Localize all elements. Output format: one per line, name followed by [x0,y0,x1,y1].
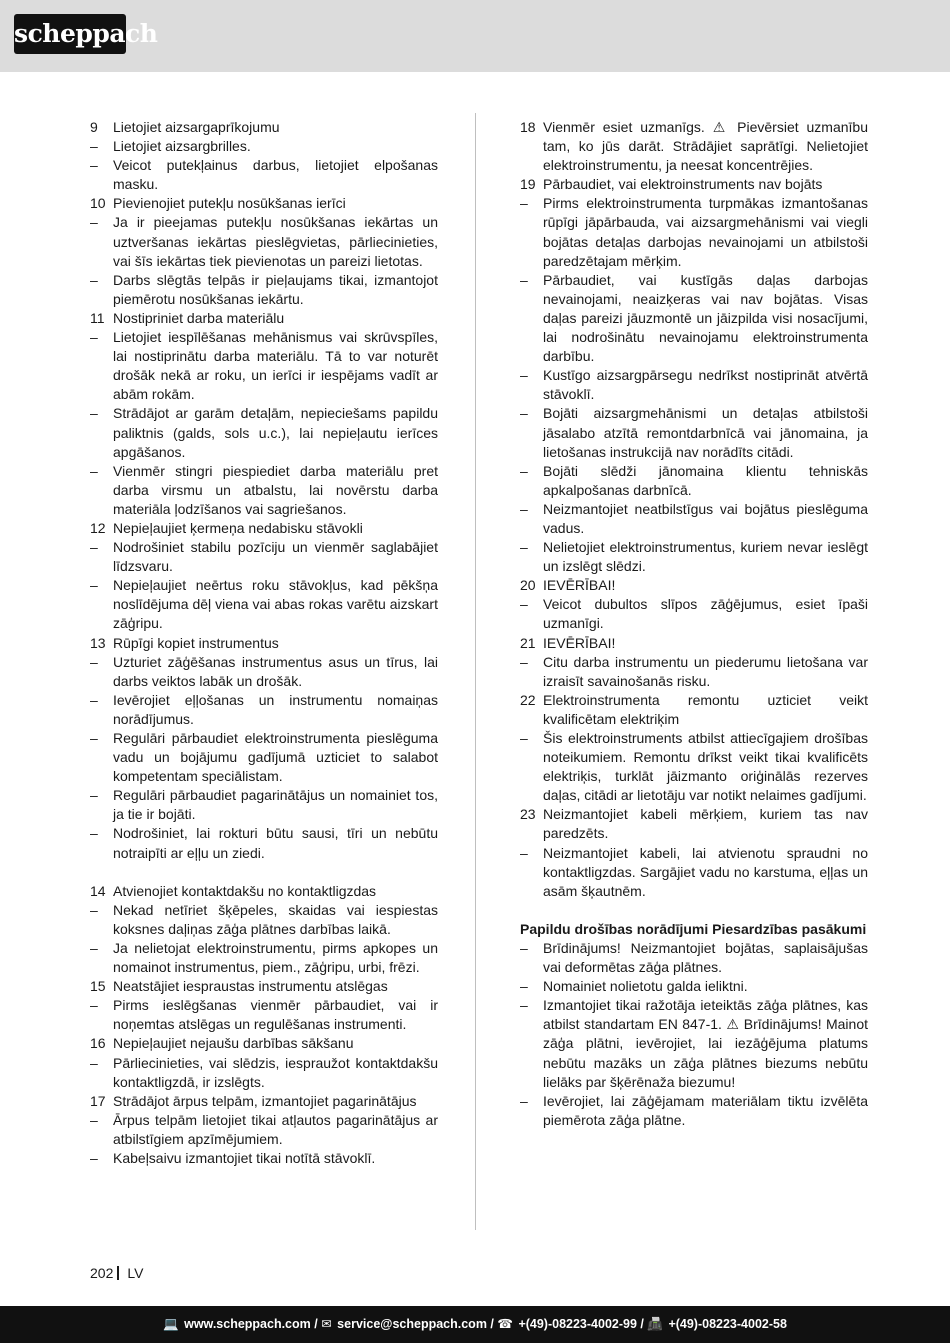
footer-separator: / [640,1317,648,1331]
item-text: Strādājot ārpus telpām, izmantojiet pagarinātājus [113,1092,417,1109]
item-text: Nepieļaujiet nejaušu darbības sākšanu [113,1035,354,1052]
dash-marker: – [520,730,528,746]
numbered-heading [90,882,438,901]
dash-marker: – [520,271,528,288]
dash-marker: – [90,1111,98,1128]
item-number: 13 [90,634,106,651]
item-text: Pārbaudiet, vai elektroinstruments nav bojāts [543,176,823,193]
item-text: Kustīgo aizsargpārsegu nedrīkst nostiprināt atvērtā stāvoklī. [543,367,868,403]
bullet-item [90,462,438,519]
dash-marker: – [90,214,98,231]
bullet-item [520,653,868,691]
item-text: Nodrošiniet, lai rokturi būtu sausi, tīri un nebūtu notraipīti ar eļļu un ziedi. [113,825,438,861]
dash-marker: – [90,997,98,1014]
mail-icon: ✉ [321,1317,332,1331]
bullet-item [520,366,868,404]
item-text: Rūpīgi kopiet instrumentus [113,634,279,651]
item-text: Šis elektroinstruments atbilst attiecīgajiem drošības noteikumiem. Remontu drīkst veikt tikai kvalificēts elektriķis, turklāt jāizmanto oriģinālās rezerves daļas, citādi ar lietotāju var notikt nelaimes gadījumi. [543,730,868,804]
dash-marker: – [520,367,528,384]
page-number-separator [117,1266,119,1280]
bullet-item [520,1092,868,1130]
bullet-item [520,462,868,500]
bullet-item [90,939,438,977]
item-text: Regulāri pārbaudiet pagarinātājus un nomainiet tos, ja tie ir bojāti. [113,787,438,823]
item-text: IEVĒRĪBAI! [543,577,616,594]
item-text: Neizmantojiet kabeli, lai atvienotu spraudni no kontaktligzdas. Sargājiet vadu no karstuma, eļļas un asām šķautnēm. [543,844,868,899]
dash-marker: – [90,787,98,804]
item-text: Vienmēr esiet uzmanīgs. ⚠ Pievērsiet uzmanību tam, ko jūs darāt. Strādājiet saprātīgi. Nelietojiet elektroinstrumentu, ja neesat koncentrējies. [543,119,868,174]
contact-footer [0,1306,950,1343]
dash-marker: – [90,825,98,842]
item-text: Nekad netīriet šķēpeles, skaidas vai iespiestas koksnes daļiņas zāģa plātnes darbības laikā. [113,901,438,937]
dash-marker: – [520,997,528,1014]
item-text: Elektroinstrumenta remontu uzticiet veikt kvalificētam elektriķim [543,691,868,727]
numbered-heading [520,634,868,653]
item-text: Pirms ieslēgšanas vienmēr pārbaudiet, vai ir noņemtas atslēgas un regulēšanas instrumenti. [113,997,438,1033]
item-text: Bojāti slēdži jānomaina klientu tehniskās apkalpošanas darbnīcā. [543,462,868,498]
item-number: 21 [520,634,536,651]
item-number: 9 [90,119,98,135]
dash-marker: – [90,577,98,594]
column-divider [475,113,476,1230]
bullet-item [520,404,868,461]
item-text: Nostipriniet darba materiālu [113,309,285,326]
bullet-item [90,901,438,939]
bullet-item [520,595,868,633]
bullet-item [90,824,438,862]
dash-marker: – [90,653,98,670]
item-text: Pirms elektroinstrumenta turpmākas izmantošanas rūpīgi jāpārbauda, vai aizsargmehānismi vai viegli bojātas detaļas darbojas nevainojami un atbilstoši paredzētajam mērķim. [543,195,868,269]
item-number: 20 [520,577,536,594]
numbered-heading [520,576,868,595]
item-text: Nepieļaujiet neērtus roku stāvokļus, kad pēkšņa noslīdējuma dēļ viena vai abas rokas varētu aizskart zāģripu. [113,577,438,632]
bullet-item [90,653,438,691]
bullet-item [520,538,868,576]
bullet-item [90,271,438,309]
dash-marker: – [90,1054,98,1071]
numbered-heading [520,805,868,843]
page-footer-number [90,1264,143,1283]
item-text: Lietojiet aizsargaprīkojumu [113,119,280,135]
computer-icon: 💻 [163,1317,179,1331]
dash-marker: – [90,157,98,174]
bullet-item [520,500,868,538]
bullet-item [520,729,868,805]
bullet-item [520,844,868,901]
dash-marker: – [90,539,98,556]
numbered-heading [520,118,868,175]
item-text: Ievērojiet, lai zāģējamam materiālam tiktu izvēlēta piemērota zāģa plātne. [543,1092,868,1128]
item-text: Ja nelietojat elektroinstrumentu, pirms apkopes un nomainot instrumentus, piem., zāģripu, urbi, frēzi. [113,939,438,976]
item-text: Pārbaudiet, vai kustīgās daļas darbojas nevainojami, neaizķeras vai nav bojātas. Visas daļas pareizi jāuzmontē un jāizpilda visi nosacījumi, lai nodrošinātu nevainojamu elektroinstrumenta darbību. [543,271,868,365]
item-number: 11 [90,309,105,326]
item-text: Citu darba instrumentu un piederumu lietošana var izraisīt savainošanās risku. [543,653,868,689]
bullet-item [90,213,438,270]
item-number: 19 [520,176,536,193]
item-text: Neizmantojiet neatbilstīgus vai bojātus pieslēguma vadus. [543,500,868,536]
item-number: 15 [90,978,106,995]
item-text: Lietojiet aizsargbrilles. [113,138,251,155]
item-text: Uzturiet zāģēšanas instrumentus asus un tīrus, lai darbs veiktos labāk un drošāk. [113,653,438,689]
dash-marker: – [90,329,98,346]
item-text: Ja ir pieejamas putekļu nosūkšanas iekārtas un uztveršanas iekārtas pieslēgvietas, pārliecinieties, vai šīs iekārtas tiek pievienotas un pareizi lietotas. [113,214,438,269]
bullet-item [90,786,438,824]
item-text: Darbs slēgtās telpās ir pieļaujams tikai, izmantojot piemērotu nosūkšanas iekārtu. [113,271,438,307]
bullet-item [90,538,438,576]
numbered-heading [90,309,438,328]
dash-marker: – [520,844,528,861]
dash-marker: – [520,653,528,670]
item-number: 14 [90,882,106,899]
item-number: 12 [90,519,106,536]
item-text: Pārliecinieties, vai slēdzis, iespraužot kontaktdakšu kontaktligzdā, ir izslēgts. [113,1054,438,1090]
item-text: Strādājot ar garām detaļām, nepieciešams papildu paliktnis (galds, sols u.c.), lai nepieļautu ierīces apgāšanos. [113,405,438,460]
dash-marker: – [520,195,528,212]
item-number: 23 [520,806,536,823]
item-text: Brīdinājums! Neizmantojiet bojātas, saplaisājušas vai deformētas zāģa plātnes. [543,939,868,976]
footer-separator: / [490,1317,498,1331]
footer-email[interactable]: service@scheppach.com [337,1317,487,1331]
dash-marker: – [90,939,98,956]
item-text: Vienmēr stingri piespiediet darba materiālu pret darba virsmu un atbalstu, lai novērstu darba materiāla ļodzīšanos vai sagriešanos. [113,462,438,517]
item-number: 10 [90,195,106,212]
bullet-item [90,729,438,786]
footer-phone: +(49)-08223-4002-99 [518,1317,637,1331]
dash-marker: – [90,462,98,479]
item-number: 18 [520,119,536,135]
dash-marker: – [90,271,98,288]
bullet-item [520,939,868,977]
item-text: Pievienojiet putekļu nosūkšanas ierīci [113,195,346,212]
dash-marker: – [520,462,528,479]
right-column [520,118,868,1130]
item-text: Ievērojiet eļļošanas un instrumentu nomaiņas norādījumus. [113,691,438,727]
bullet-item [90,576,438,633]
footer-fax: +(49)-08223-4002-58 [668,1317,787,1331]
left-column [90,118,438,1168]
item-text: Nepieļaujiet ķermeņa nedabisku stāvokli [113,519,363,536]
bullet-item [90,1149,438,1168]
dash-marker: – [520,1092,528,1109]
item-text: Nodrošiniet stabilu pozīciju un vienmēr saglabājiet līdzsvaru. [113,539,438,575]
bullet-item [520,271,868,366]
section-heading: Papildu drošības norādījumi Piesardzības pasākumi [520,920,867,937]
dash-marker: – [520,500,528,517]
paragraph-gap [90,863,438,882]
page-header [0,0,950,72]
item-number: 17 [90,1092,106,1109]
numbered-heading [90,118,438,137]
item-text: Ārpus telpām lietojiet tikai atļautos pagarinātājus ar atbilstīgiem apzīmējumiem. [113,1111,438,1147]
dash-marker: – [90,138,98,155]
item-text: Lietojiet iespīlēšanas mehānismus vai skrūvspīles, lai nostiprinātu darba materiālu. Tā to var noturēt drošāk nekā ar roku, un ierīci ir iespējams vadīt ar abām rokām. [113,329,438,403]
bullet-item [520,977,868,996]
dash-marker: – [90,901,98,918]
item-text: Neatstājiet iespraustas instrumentu atslēgas [113,978,388,995]
item-text: Veicot dubultos slīpos zāģējumus, esiet īpaši uzmanīgi. [543,596,868,632]
phone-icon: ☎ [497,1317,513,1331]
footer-separator: / [314,1317,322,1331]
dash-marker: – [520,978,528,995]
dash-marker: – [520,405,528,422]
item-text: Atvienojiet kontaktdakšu no kontaktligzdas [113,882,377,899]
dash-marker: – [520,939,528,956]
bullet-item [90,156,438,194]
numbered-heading [90,519,438,538]
item-text: Veicot putekļainus darbus, lietojiet elpošanas masku. [113,157,438,193]
numbered-heading [90,977,438,996]
numbered-heading [520,691,868,729]
item-text: Nelietojiet elektroinstrumentus, kuriem nevar ieslēgt un izslēgt slēdzi. [543,539,868,575]
item-number: 16 [90,1035,106,1052]
dash-marker: – [90,405,98,422]
numbered-heading [90,194,438,213]
dash-marker: – [90,1149,98,1166]
bullet-item [90,996,438,1034]
item-number: 22 [520,691,536,708]
item-text: IEVĒRĪBAI! [543,634,616,651]
numbered-heading [90,1092,438,1111]
numbered-heading [90,1034,438,1053]
bullet-item [90,1054,438,1092]
bullet-item [90,328,438,404]
scheppach-logo: scheppach [14,14,126,54]
item-text: Nomainiet nolietotu galda ieliktni. [543,978,748,995]
dash-marker: – [90,691,98,708]
item-text: Kabeļsaivu izmantojiet tikai notītā stāvoklī. [113,1149,376,1166]
language-code: LV [127,1265,144,1281]
bullet-item [520,996,868,1091]
page-number: 202 [90,1265,114,1281]
bullet-item [90,1111,438,1149]
bullet-item [90,691,438,729]
numbered-heading [520,175,868,194]
dash-marker: – [520,596,528,613]
dash-marker: – [90,730,98,746]
footer-web[interactable]: www.scheppach.com [184,1317,311,1331]
item-text: Izmantojiet tikai ražotāja ieteiktās zāģa plātnes, kas atbilst standartam EN 847-1. ⚠ Brīdinājums! Mainot zāģa plātni, ievērojiet, lai iezāģējuma platums nebūtu mazāks un zāģa plātnes biezums nebūtu lielāks par šķērēnaža biezumu! [543,997,868,1090]
item-text: Bojāti aizsargmehānismi un detaļas atbilstoši jāsalabo atzītā remontdarbnīcā vai jānomaina, ja lietošanas instrukcijā nav norādīts citādi. [543,405,868,460]
item-text: Neizmantojiet kabeli mērķiem, kuriem tas nav paredzēts. [543,806,868,842]
dash-marker: – [520,539,528,556]
bullet-item [90,137,438,156]
item-text: Regulāri pārbaudiet elektroinstrumenta pieslēguma vadu un bojājumu gadījumā uzticiet to salabot kompetentam speciālistam. [113,730,438,785]
bullet-item [90,404,438,461]
fax-icon: 📠 [647,1317,663,1331]
paragraph-gap [520,901,868,920]
bullet-item [520,194,868,270]
numbered-heading [90,634,438,653]
